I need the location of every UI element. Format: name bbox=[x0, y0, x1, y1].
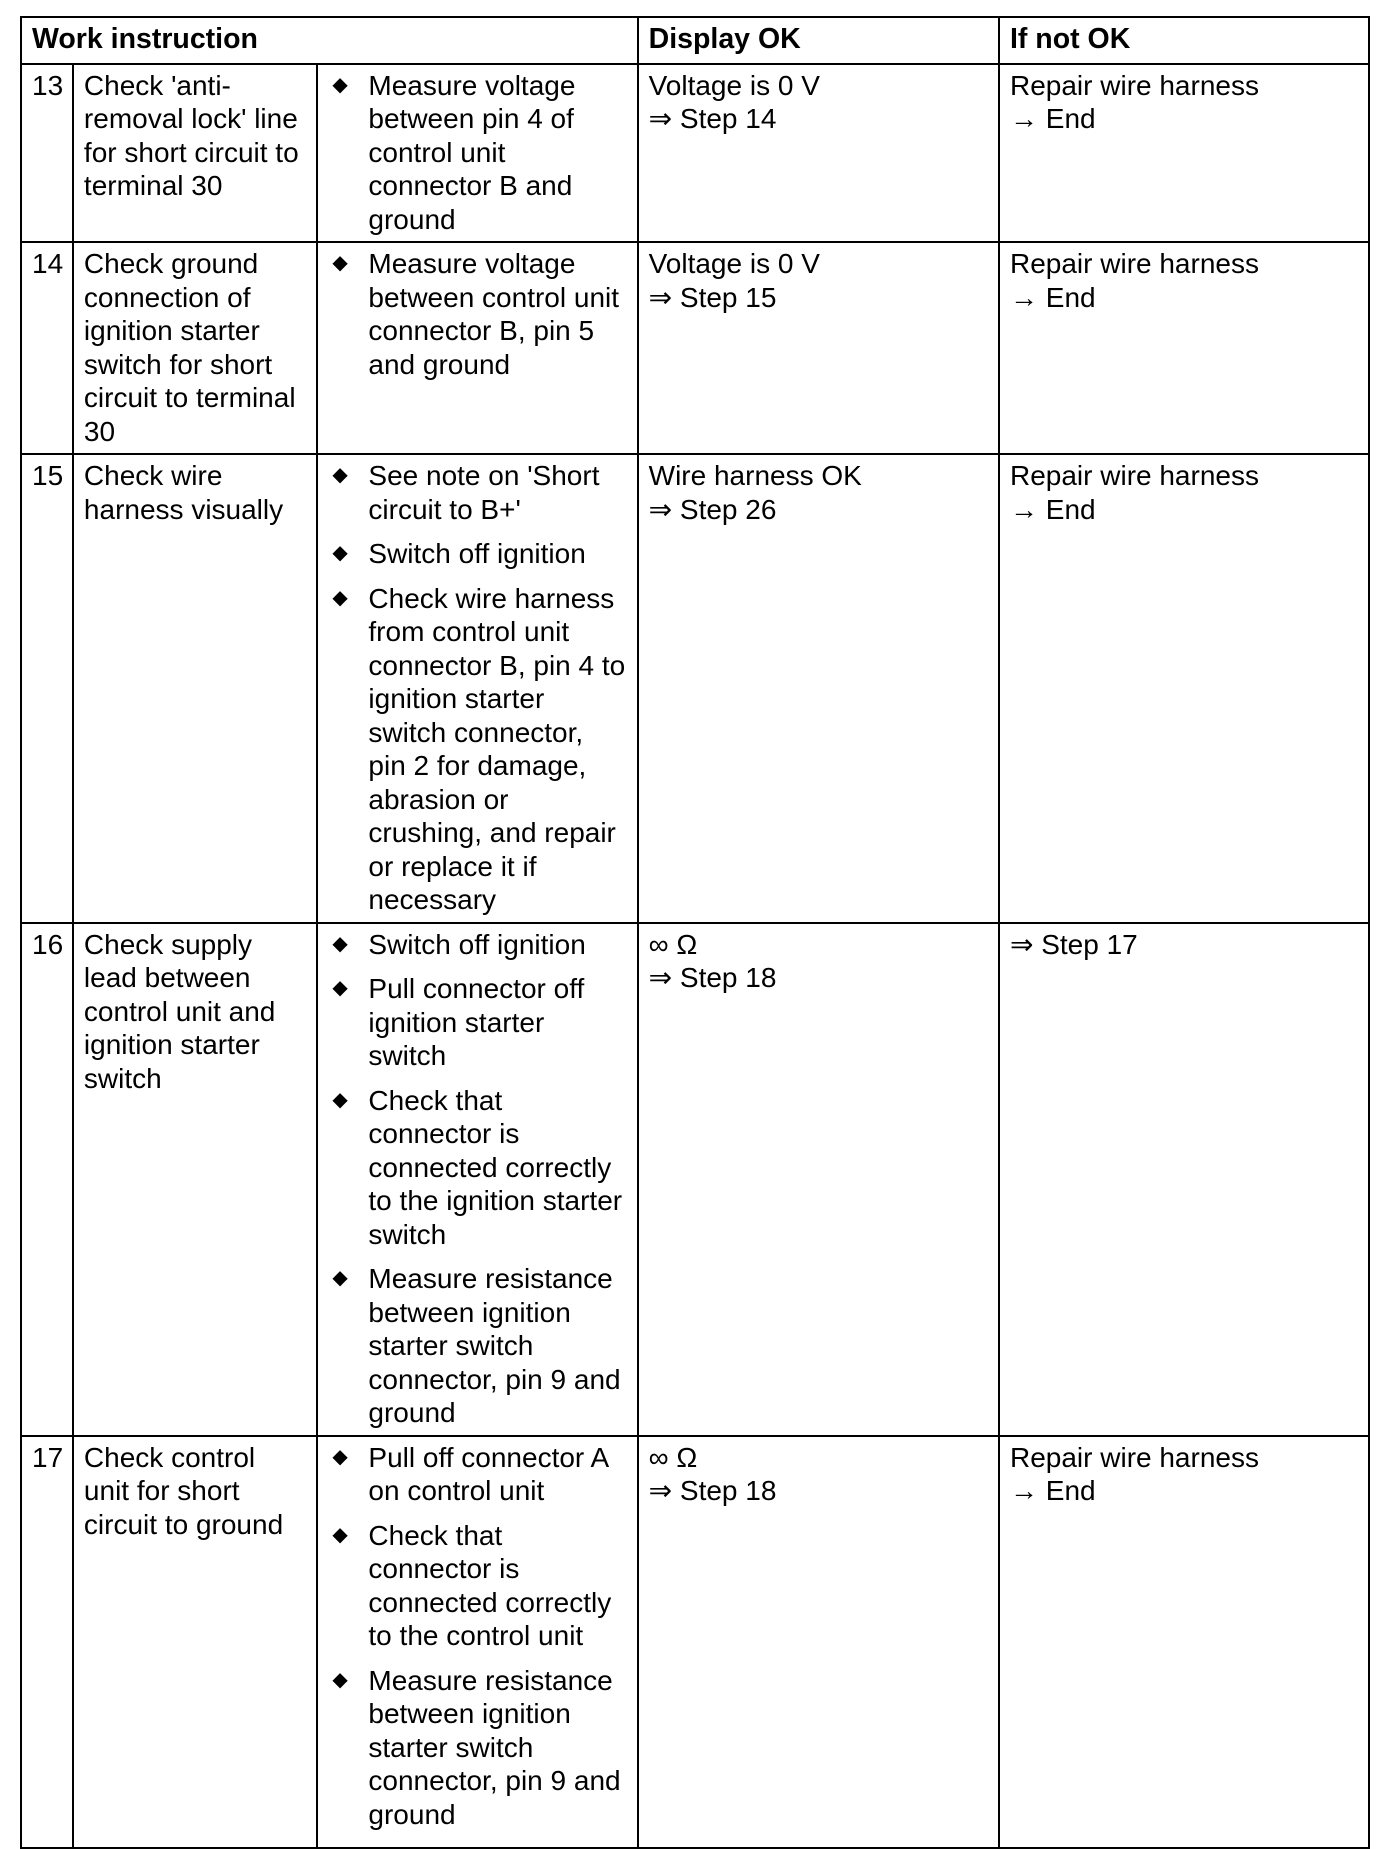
list-item bbox=[328, 928, 626, 962]
if-not-ok-cell bbox=[999, 923, 1369, 1436]
header-if-not-ok: If not OK bbox=[999, 17, 1369, 64]
list-item bbox=[328, 247, 626, 381]
instruction-text: Measure voltage between control unit connector B, pin 5 and ground bbox=[368, 248, 620, 380]
step-title: Check supply lead between control unit and ignition starter switch bbox=[73, 923, 317, 1436]
step-instructions bbox=[317, 242, 637, 454]
display-ok-next-step: ⇒ Step 26 bbox=[648, 493, 777, 525]
list-item bbox=[328, 1519, 626, 1653]
step-title: Check 'anti-removal lock' line for short circuit to terminal 30 bbox=[73, 64, 317, 243]
list-item bbox=[328, 1262, 626, 1430]
diamond-bullet-icon: ◆ bbox=[332, 1088, 348, 1111]
list-item bbox=[328, 69, 626, 237]
diamond-bullet-icon: ◆ bbox=[332, 464, 348, 486]
table-header-row bbox=[21, 17, 1369, 64]
if-not-ok-action: Repair wire harness bbox=[1009, 1441, 1259, 1473]
work-instruction-table bbox=[20, 16, 1370, 1849]
table-row bbox=[21, 242, 1369, 454]
step-number: 17 bbox=[21, 1436, 73, 1848]
instruction-text: Pull off connector A on control unit bbox=[368, 1441, 608, 1506]
step-number: 13 bbox=[21, 64, 73, 243]
display-ok-next-step: ⇒ Step 14 bbox=[648, 103, 777, 134]
step-number: 14 bbox=[21, 242, 73, 454]
list-item bbox=[328, 459, 626, 526]
if-not-ok-next: ⇒ Step 17 bbox=[1009, 928, 1138, 960]
header-work-instruction: Work instruction bbox=[21, 17, 638, 64]
instruction-text: Switch off ignition bbox=[368, 538, 586, 569]
diamond-bullet-icon: ◆ bbox=[332, 542, 348, 564]
instruction-text: Measure resistance between ignition starter switch connector, pin 9 and ground bbox=[368, 1263, 621, 1428]
table-row bbox=[21, 454, 1369, 923]
step-instructions bbox=[317, 923, 637, 1436]
diamond-bullet-icon: ◆ bbox=[332, 586, 348, 609]
instruction-text: Check that connector is connected correctly to the ignition starter switch bbox=[368, 1084, 623, 1250]
if-not-ok-cell bbox=[999, 454, 1369, 923]
diamond-bullet-icon: ◆ bbox=[332, 1445, 348, 1468]
header-display-ok: Display OK bbox=[638, 17, 999, 64]
instruction-text: Pull connector off ignition starter switch bbox=[368, 973, 585, 1071]
if-not-ok-next: → End bbox=[1009, 493, 1096, 525]
display-ok-next-step: ⇒ Step 18 bbox=[648, 1475, 777, 1506]
if-not-ok-next: → End bbox=[1009, 281, 1096, 313]
list-item bbox=[328, 582, 626, 917]
diamond-bullet-icon: ◆ bbox=[332, 1523, 348, 1546]
diamond-bullet-icon: ◆ bbox=[332, 1668, 348, 1691]
if-not-ok-action: Repair wire harness bbox=[1009, 69, 1259, 101]
if-not-ok-cell bbox=[999, 242, 1369, 454]
display-ok-value: Voltage is 0 V bbox=[648, 69, 820, 101]
list-item bbox=[328, 972, 626, 1073]
if-not-ok-cell bbox=[999, 64, 1369, 243]
step-instructions bbox=[317, 64, 637, 243]
if-not-ok-cell bbox=[999, 1436, 1369, 1848]
step-instructions bbox=[317, 454, 637, 923]
diamond-bullet-icon: ◆ bbox=[332, 932, 348, 955]
diamond-bullet-icon: ◆ bbox=[332, 73, 348, 96]
instruction-text: Check wire harness from control unit connector B, pin 4 to ignition starter switch connector, pin 2 for damage, abrasion or crushing, and repair or replace it if necessary bbox=[368, 582, 626, 915]
list-item bbox=[328, 1441, 626, 1508]
display-ok-value: ∞ Ω bbox=[648, 1441, 698, 1473]
display-ok-next-step: ⇒ Step 18 bbox=[648, 962, 777, 993]
instruction-text: Measure voltage between pin 4 of control unit connector B and ground bbox=[368, 69, 576, 235]
table-row bbox=[21, 64, 1369, 243]
display-ok-cell bbox=[638, 454, 999, 923]
diamond-bullet-icon: ◆ bbox=[332, 252, 348, 274]
display-ok-value: Wire harness OK bbox=[648, 460, 862, 491]
display-ok-value: ∞ Ω bbox=[648, 928, 698, 960]
step-number: 16 bbox=[21, 923, 73, 1436]
step-title: Check control unit for short circuit to ground bbox=[73, 1436, 317, 1848]
table-row bbox=[21, 923, 1369, 1436]
list-item bbox=[328, 1664, 626, 1832]
diamond-bullet-icon: ◆ bbox=[332, 1267, 348, 1289]
list-item bbox=[328, 1084, 626, 1252]
display-ok-cell bbox=[638, 64, 999, 243]
list-item bbox=[328, 537, 626, 571]
instruction-text: Check that connector is connected correctly to the control unit bbox=[368, 1519, 612, 1651]
step-title: Check ground connection of ignition starter switch for short circuit to terminal 30 bbox=[73, 242, 317, 454]
instruction-text: Measure resistance between ignition starter switch connector, pin 9 and ground bbox=[368, 1664, 621, 1830]
step-instructions bbox=[317, 1436, 637, 1848]
work-instruction-document bbox=[20, 16, 1370, 1849]
if-not-ok-action: Repair wire harness bbox=[1009, 460, 1259, 491]
table-row bbox=[21, 1436, 1369, 1848]
display-ok-cell bbox=[638, 242, 999, 454]
display-ok-value: Voltage is 0 V bbox=[648, 248, 820, 279]
instruction-text: Switch off ignition bbox=[368, 928, 586, 960]
if-not-ok-next: → End bbox=[1009, 1475, 1096, 1506]
step-number: 15 bbox=[21, 454, 73, 923]
if-not-ok-next: → End bbox=[1009, 103, 1096, 134]
step-title: Check wire harness visually bbox=[73, 454, 317, 923]
display-ok-next-step: ⇒ Step 15 bbox=[648, 281, 777, 313]
instruction-text: See note on 'Short circuit to B+' bbox=[368, 460, 600, 525]
if-not-ok-action: Repair wire harness bbox=[1009, 248, 1259, 279]
display-ok-cell bbox=[638, 923, 999, 1436]
display-ok-cell bbox=[638, 1436, 999, 1848]
diamond-bullet-icon: ◆ bbox=[332, 977, 348, 999]
